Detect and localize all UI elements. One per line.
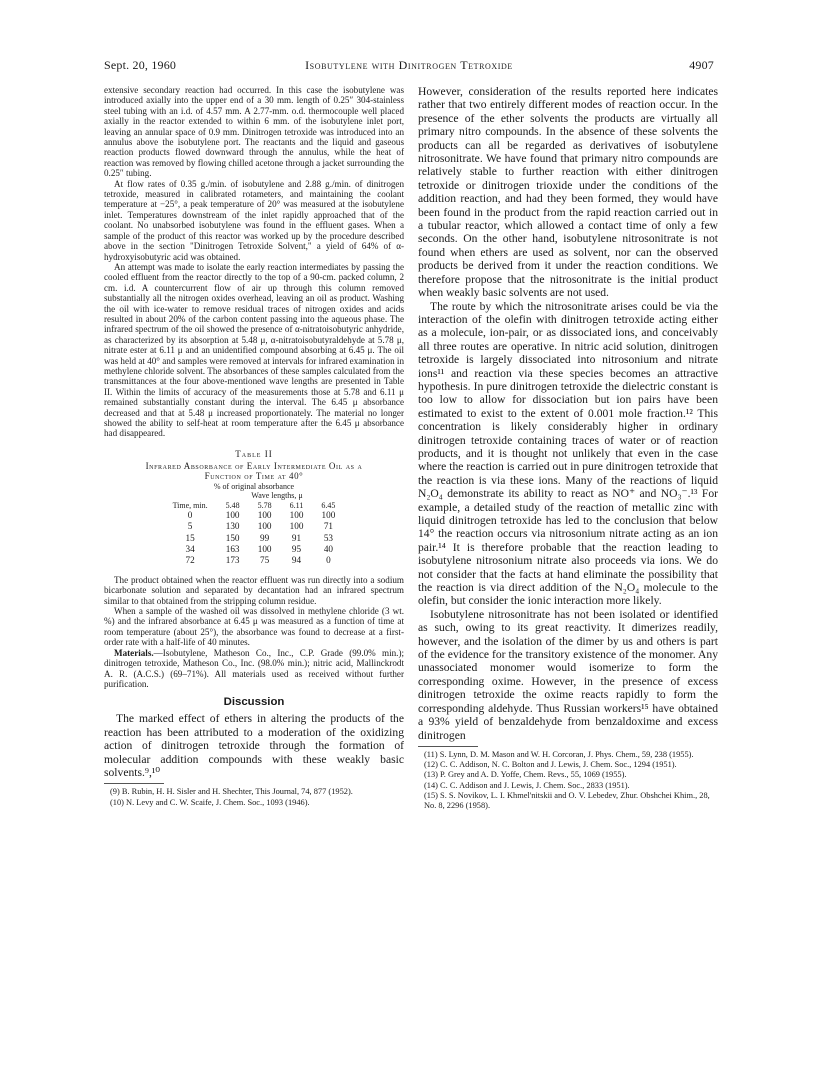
- run-in-heading: Materials.: [114, 647, 154, 658]
- table-cell: 71: [323, 521, 333, 532]
- table-caption: Function of Time at 40°: [204, 471, 304, 482]
- paragraph: The marked effect of ethers in altering the products of the reaction has been attributed to a moderation of the oxidizing action of dinitrogen tetroxide through the formation of molecular addition compounds with these weakly basic solvents.⁹,¹⁰: [104, 712, 404, 779]
- page-number: 4907: [689, 58, 714, 72]
- table-cell: 15: [185, 532, 195, 543]
- table-cell: 5: [187, 521, 193, 532]
- footnote: (9) B. Rubin, H. H. Sisler and H. Shechter, This Journal, 74, 877 (1952).: [110, 787, 353, 797]
- paragraph: The product obtained when the reactor effluent was run directly into a sodium bicarbonate solution and separated by decantation had an infrared spectrum similar to that obtained from the stripping column residue.: [104, 574, 404, 606]
- column-header: 5.78: [257, 500, 272, 510]
- table-cell: 72: [185, 555, 195, 566]
- page-header: [104, 58, 714, 74]
- table-cell: 95: [291, 544, 302, 555]
- column-header: 6.45: [321, 500, 336, 510]
- paragraph: extensive secondary reaction had occurred. In this case the isobutylene was introduced axially into the upper end of a 30 mm. length of 0.25″ 304-stainless steel tubing with an i.d. of 4.57 mm. A 2.77-mm. o.d. thermocouple well placed axially in the reactor extended to within 6 mm. of the isobutylene inlet port, leaving an annular space of 0.9 mm. Dinitrogen tetroxide was introduced into an annulus above the isobutylene port. The reactants and the liquid and gaseous reaction products flowed downward through the annulus, while the heat of reaction was removed by flowing chilled acetone through a jacket surrounding the 0.25″ tubing.: [104, 85, 404, 179]
- footnote: (13) P. Grey and A. D. Yoffe, Chem. Revs., 55, 1069 (1955).: [424, 770, 627, 780]
- footnote-rule: [104, 783, 164, 784]
- footnote-rule: [418, 746, 478, 747]
- table-cell: 130: [225, 521, 240, 532]
- right-column: [418, 85, 718, 811]
- table-cell: 100: [257, 521, 272, 532]
- header-title: Isobutylene with Dinitrogen Tetroxide: [305, 58, 513, 72]
- table-cell: 100: [225, 509, 240, 520]
- table-2: [104, 449, 404, 567]
- paragraph: An attempt was made to isolate the early reaction intermediates by passing the cooled effluent from the reactor directly to the top of a 90-cm. packed column, 2 cm. i.d. A countercurrent flow of air up through this column removed substantially all the nitrogen oxides overhead, leaving an oil as product. Washing the oil with ice-water to remove residual traces of nitrogen oxides and acids resulted in about 20% of the carbon content passing into the aqueous phase. The infrared spectrum of the oil showed the presence of α-nitratoisobutyric anhydride, as characterized by its absorption at 5.48 μ, α-nitratoisobutyraldehyde at 5.78 μ, nitrate ester at 6.11 μ and an unidentified compound absorbing at 6.45 μ. The oil was held at 40° and samples were removed at intervals for infrared examination in methylene chloride solvent. The absorbances of these samples calculated from the transmittances at the four above-mentioned wave lengths are presented in Table II. Within the limits of accuracy of the measurements those at 5.78 and 6.11 μ remained substantially constant during the interval. The 6.45 μ absorbance decreased and that at 5.48 μ increased proportionately. The material no longer showed the ability to self-heat at room temperature after the 6.45 μ absorbance had disappeared.: [104, 261, 404, 439]
- column-header: 5.48: [225, 500, 240, 510]
- table-cell: 40: [323, 544, 333, 555]
- table-cell: 94: [291, 555, 302, 566]
- table-cell: 0: [326, 555, 331, 566]
- table-cell: 100: [257, 544, 272, 555]
- paragraph: When a sample of the washed oil was dissolved in methylene chloride (3 wt. %) and the infrared absorbance at 6.45 μ was measured as a function of time at room temperature (about 25°), the absorbance was found to decrease at a first-order rate with a half-life of 40 minutes.: [104, 606, 404, 648]
- table-cell: 100: [289, 509, 304, 520]
- footnote: (10) N. Levy and C. W. Scaife, J. Chem. Soc., 1093 (1946).: [110, 797, 310, 807]
- table-label: Table II: [235, 448, 273, 459]
- footnote: (14) C. C. Addison and J. Lewis, J. Chem. Soc., 2833 (1951).: [424, 780, 630, 790]
- table-row: [164, 521, 345, 532]
- table-cell: 91: [291, 532, 302, 543]
- footnote: (12) C. C. Addison, N. C. Bolton and J. Lewis, J. Chem. Soc., 1294 (1951).: [424, 760, 677, 770]
- column-header: Time, min.: [172, 500, 208, 510]
- table-cell: 173: [225, 555, 240, 566]
- table-row: [164, 544, 345, 555]
- absorbance-table: [164, 501, 345, 567]
- table-cell: 0: [187, 509, 193, 520]
- table-cell: 163: [225, 544, 240, 555]
- table-cell: 100: [257, 509, 272, 520]
- table-cell: 34: [185, 544, 195, 555]
- table-header-row: [164, 501, 345, 510]
- table-cell: 100: [321, 509, 336, 520]
- paragraph: Isobutylene nitrosonitrate has not been isolated or identified as such, owing to its great reactivity. It dimerizes readily, however, and the isolation of the dimer by us and others is part of the evidence for the transitory existence of the monomer. Any unassociated monomer would isomerize to form the corresponding oxime. However, in the presence of excess dinitrogen tetroxide the oxime reacts rapidly to form the corresponding aldehyde. Thus Russian workers¹⁵ have obtained a 93% yield of benzaldehyde from benzaldoxime and excess dinitrogen: [418, 607, 718, 742]
- paragraph: However, consideration of the results reported here indicates rather that two entirely different modes of reaction occur. In the presence of the ether solvents the products are virtually all primary nitro compounds. In the absence of these solvents the products can all be regarded as derivatives of isobutylene nitrosonitrate. We have found that primary nitro compounds are relatively stable to further reaction with either dinitrogen tetroxide or dinitrogen trioxide under the conditions of the addition reaction, and had they been formed, they would have been found in the product from the rapid reaction carried out in a tubular reactor, which allowed a contact time of only a few seconds. On the other hand, isobutylene nitrosonitrate is not found when ethers are used as solvent, nor can the observed products be derived from it under the reaction conditions. We therefore propose that the nitrosonitrate is the initial product when weakly basic solvents are not used.: [418, 85, 718, 300]
- table-cell: 100: [289, 521, 304, 532]
- table-row: [164, 533, 345, 544]
- header-date: Sept. 20, 1960: [104, 58, 177, 72]
- footnote: (11) S. Lynn, D. M. Mason and W. H. Corcoran, J. Phys. Chem., 59, 238 (1955).: [424, 749, 694, 759]
- table-row: [164, 510, 345, 521]
- table-row: [164, 555, 345, 566]
- table-subheader: % of original absorbance: [213, 481, 295, 491]
- paragraph: At flow rates of 0.35 g./min. of isobutylene and 2.88 g./min. of dinitrogen tetroxide, measured in calibrated rotameters, and maintaining the coolant temperature at −25°, a peak temperature of 20° was measured at the isobutylene inlet. Temperatures downstream of the inlet rapidly approached that of the coolant. No unabsorbed isobutylene was found in the effluent gases. When a sample of the product of this reactor was worked up by the procedure described above in the section "Dinitrogen Tetroxide Solvent," a yield of 64% of α-hydroxyisobutyric acid was obtained.: [104, 178, 404, 262]
- table-subheader: Wave lengths, μ: [251, 490, 303, 500]
- table-cell: 99: [260, 532, 270, 543]
- paragraph-text: —Isobutylene, Matheson Co., Inc., C.P. Grade (99.0% min.); dinitrogen tetroxide, Matheson Co., Inc. (98.0% min.); nitric acid, Mallinckrodt A. R. (A.C.S.) (69–71%). All materials used as received without further purification.: [104, 647, 404, 689]
- section-heading: Discussion: [223, 696, 285, 709]
- table-cell: 75: [260, 555, 270, 566]
- left-column: [104, 85, 404, 808]
- footnote: (15) S. S. Novikov, L. I. Khmel'nitskii and O. V. Lebedev, Zhur. Obshchei Khim., 28, No. 8, 2296 (1958).: [424, 790, 710, 810]
- table-cell: 150: [225, 532, 240, 543]
- paragraph: [104, 648, 404, 690]
- column-header: 6.11: [289, 500, 304, 510]
- table-cell: 53: [323, 532, 333, 543]
- paragraph: The route by which the nitrosonitrate arises could be via the interaction of the olefin with dinitrogen tetroxide acting either as a molecule, ion-pair, or as dissociated ions, and conceivably all three routes are operative. In nitric acid solution, dinitrogen tetroxide is largely dissociated into nitrosonium and nitrate ions¹¹ and reaction via these species becomes an attractive hypothesis. In pure dinitrogen tetroxide the dielectric constant is too low to allow for dissociation but ion pairs have been estimated to exist to the extent of 0.001 mole fraction.¹² This concentration is likely considerably higher in ordinary dinitrogen tetroxide containing traces of water or of reaction products, and it is thought not unlikely that even in the case where the reaction is carried out in pure dinitrogen tetroxide that the reaction is via these ions. Many of the reactions of liquid N₂O₄ demonstrate its ability to react as NO⁺ and NO₃⁻.¹³ For example, a detailed study of the reaction of metallic zinc with liquid dinitrogen tetroxide has led to the conclusion that below 14° the reaction occurs via nitrosonium nitrate acting as an ion pair.¹⁴ It is therefore probable that the reaction leading to isobutylene nitrosonium nitrate also proceeds via ions. We do not consider that the facts at hand eliminate the possibility that the reaction is via direct addition of the N₂O₄ molecule to the olefin, but consider the ionic interaction more likely.: [418, 299, 718, 608]
- table-caption: Infrared Absorbance of Early Intermediate Oil as a: [145, 460, 363, 471]
